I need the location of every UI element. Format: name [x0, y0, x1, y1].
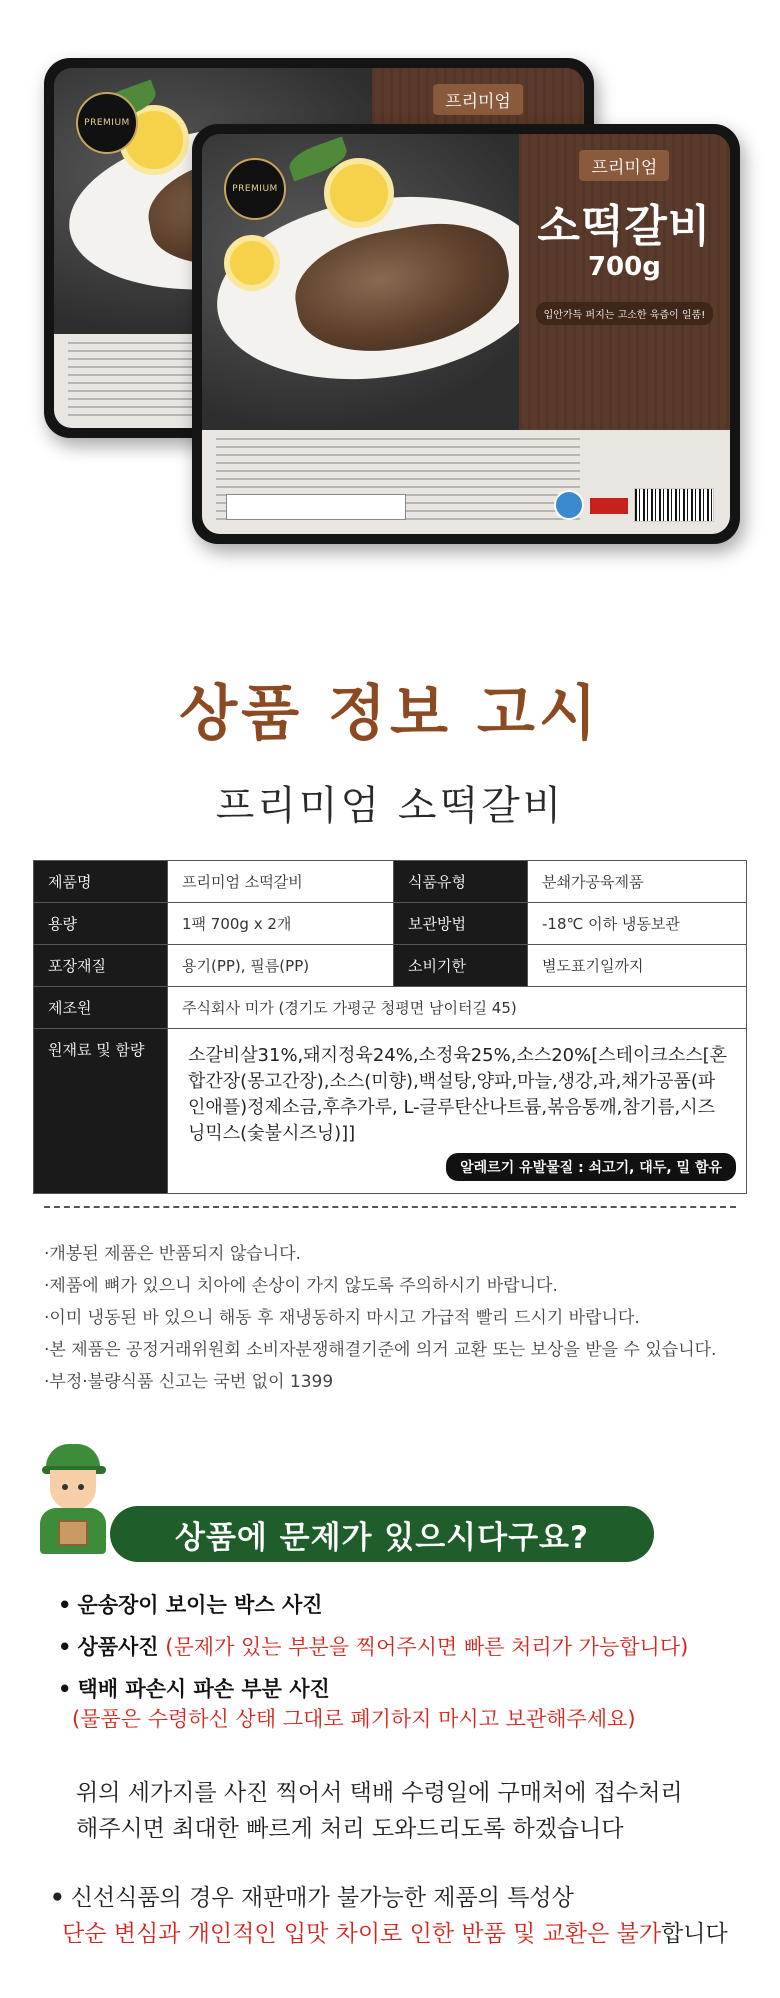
premium-tag: 프리미엄 [580, 150, 670, 181]
page-title: 상품 정보 고시 [179, 679, 601, 749]
product-subtitle: 프리미엄 소떡갈비 [215, 783, 565, 829]
product-name-label: 제품명 [34, 861, 168, 903]
product-info-panel [202, 430, 730, 534]
food-type-value: 분쇄가공육제품 [528, 861, 747, 903]
product-label-weight: 700g [587, 252, 661, 282]
list-item: ·제품에 뼈가 있으니 치아에 손상이 가지 않도록 주의하시기 바랍니다. [44, 1276, 558, 1296]
list-item: ·부정·불량식품 신고는 국번 없이 1399 [44, 1372, 334, 1392]
notice-list [44, 1238, 744, 1398]
food-type-label: 식품유형 [394, 861, 528, 903]
expiry-value: 별도표기일까지 [528, 945, 747, 987]
bullet-icon: • [58, 1635, 72, 1659]
dashed-divider [44, 1206, 736, 1208]
product-label-slogan: 입안가득 퍼지는 고소한 육즙이 일품! [536, 302, 713, 325]
checklist-item-text: 상품사진 [77, 1635, 159, 1659]
table-row [34, 987, 747, 1029]
brand-logo [590, 498, 628, 514]
policy-warning: 단순 변심과 개인적인 입맛 차이로 인한 반품 및 교환은 불가 [62, 1921, 662, 1947]
problem-banner: 상품에 문제가 있으시다구요? [110, 1506, 654, 1562]
checklist-item-text: 택배 파손시 파손 부분 사진 [77, 1677, 330, 1701]
photo-checklist [58, 1590, 758, 1746]
haccp-mark-icon [554, 490, 584, 520]
ingredients-label: 원재료 및 함량 [34, 1029, 168, 1194]
return-policy [50, 1880, 766, 1952]
policy-line: 신선식품의 경우 재판매가 불가능한 제품의 특성상 [70, 1885, 574, 1911]
checklist-item-note: (물품은 수령하신 상태 그대로 폐기하지 마시고 보관해주세요) [72, 1707, 636, 1731]
list-item [58, 1674, 758, 1734]
list-item: ·이미 냉동된 바 있으니 해동 후 재냉동하지 마시고 가급적 빨리 드시기 바랍니다. [44, 1308, 640, 1328]
storage-label: 보관방법 [394, 903, 528, 945]
premium-tag: 프리미엄 [433, 84, 523, 115]
bullet-icon: • [58, 1593, 72, 1617]
expiry-label: 소비기한 [394, 945, 528, 987]
table-row [34, 861, 747, 903]
premium-badge: PREMIUM [76, 92, 138, 154]
product-label-name: 소떡갈비 [537, 201, 712, 252]
barcode-icon [634, 488, 714, 522]
list-item [58, 1632, 758, 1662]
storage-value: -18℃ 이하 냉동보관 [528, 903, 747, 945]
product-name-value: 프리미엄 소떡갈비 [168, 861, 394, 903]
checklist-item-note: (문제가 있는 부분을 찍어주시면 빠른 처리가 가능합니다) [165, 1635, 689, 1659]
manufacturer-value: 주식회사 미가 (경기도 가평군 청평면 남이터길 45) [168, 987, 747, 1029]
list-item: ·개봉된 제품은 반품되지 않습니다. [44, 1244, 301, 1264]
table-row [34, 945, 747, 987]
bullet-icon: • [58, 1677, 72, 1701]
manufacturer-label: 제조원 [34, 987, 168, 1029]
capacity-value: 1팩 700g x 2개 [168, 903, 394, 945]
guide-line: 해주시면 최대한 빠르게 처리 도와드리도록 하겠습니다 [76, 1816, 624, 1842]
packaging-label: 포장재질 [34, 945, 168, 987]
list-item: ·본 제품은 공정거래위원회 소비자분쟁해결기준에 의거 교환 또는 보상을 받을 수 있습니다. [44, 1340, 717, 1360]
bullet-icon: • [50, 1885, 65, 1911]
packaging-value: 용기(PP), 필름(PP) [168, 945, 394, 987]
list-item [58, 1590, 758, 1620]
ingredients-value: 소갈비살31%,돼지정육24%,소정육25%,소스20%[스테이크소스[혼합간장(몽고간장),소스(미향),백설탕,양파,마늘,생강,과,채가공품(파인애플)정제소금,후추가루, L-글루탄산나트륨,볶음통깨,참기름,시즈닝믹스(숯불시즈닝)]] [188, 1045, 727, 1144]
delivery-man-icon [36, 1444, 110, 1554]
table-row [34, 903, 747, 945]
checklist-item-text: 운송장이 보이는 박스 사진 [77, 1593, 323, 1617]
expiry-box [226, 494, 406, 520]
product-image [0, 0, 780, 600]
table-row [34, 1029, 747, 1194]
product-info-table [33, 860, 747, 1194]
premium-badge: PREMIUM [224, 158, 286, 220]
policy-tail: 합니다 [661, 1921, 728, 1947]
allergy-badge: 알레르기 유발물질 : 쇠고기, 대두, 밀 함유 [446, 1153, 736, 1181]
ingredients-cell [168, 1029, 747, 1194]
guide-line: 위의 세가지를 사진 찍어서 택배 수령일에 구매처에 접수처리 [76, 1780, 683, 1806]
product-tray-front [192, 124, 740, 544]
guide-text [76, 1775, 756, 1847]
product-label-panel [519, 134, 730, 430]
capacity-label: 용량 [34, 903, 168, 945]
